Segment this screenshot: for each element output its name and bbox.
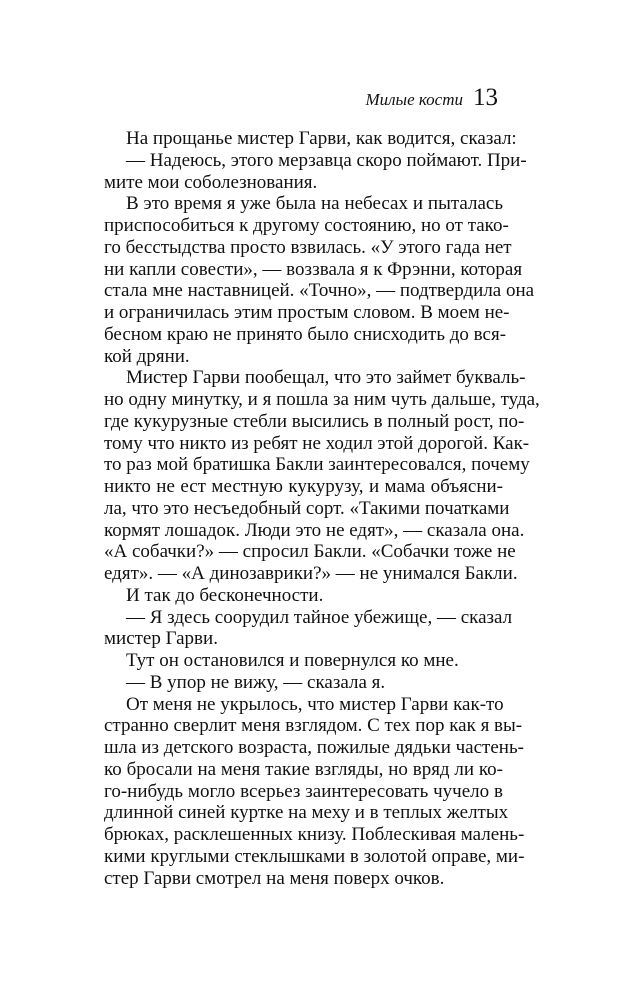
text-line: кой дряни.	[104, 345, 190, 367]
text-line: ко бросали на меня такие взгляды, но вряд ли ко-	[104, 758, 503, 780]
text-line: стер Гарви смотрел на меня поверх очков.	[104, 867, 445, 889]
text-line: ла, что это несъедобный сорт. «Такими початками	[104, 497, 510, 519]
page-number: 13	[473, 84, 498, 111]
text-line: го-нибудь могло всерьез заинтересовать чучело в	[104, 780, 503, 802]
text-line: тому что никто из ребят не ходил этой дорогой. Как-	[104, 432, 530, 454]
running-head	[365, 84, 498, 112]
text-line: мите мои соболезнования.	[104, 171, 318, 193]
text-line: кими круглыми стеклышками в золотой оправе, ми-	[104, 845, 525, 867]
text-line: то раз мой братишка Бакли заинтересовался, почему	[104, 454, 530, 476]
text-line: Мистер Гарви пообещал, что это займет букваль-	[126, 367, 526, 389]
text-line: И так до бесконечности.	[126, 584, 324, 606]
text-line: никто не ест местную кукурузу, и мама объясни-	[104, 476, 503, 497]
text-line: стала мне наставницей. «Точно», — подтвердила она	[104, 280, 535, 302]
text-line: — Надеюсь, этого мерзавца скоро поймают. При-	[126, 149, 527, 171]
text-line: Тут он остановился и повернулся ко мне.	[126, 650, 459, 671]
text-line: ни капли совести», — воззвала я к Фрэнни, которая	[104, 258, 523, 280]
text-line: где кукурузные стебли высились в полный рост, по-	[104, 410, 525, 432]
text-line: длинной синей куртке на меху и в теплых желтых	[104, 802, 509, 824]
text-line: бесном краю не принято было снисходить до вся-	[104, 323, 507, 345]
text-line: странно сверлит меня взглядом. С тех пор как я вы-	[104, 715, 523, 737]
text-line: — В упор не вижу, — сказала я.	[126, 671, 386, 693]
text-line: «А собачки?» — спросил Бакли. «Собачки тоже не	[104, 541, 516, 563]
text-line: На прощанье мистер Гарви, как водится, сказал:	[126, 128, 517, 149]
text-line: едят». — «А динозаврики?» — не унимался Бакли.	[104, 563, 518, 584]
body-text	[104, 128, 540, 889]
text-line: шла из детского возраста, пожилые дядьки частень-	[104, 737, 524, 758]
text-line: мистер Гарви.	[104, 628, 218, 650]
text-line: но одну минутку, и я пошла за ним чуть дальше, туда,	[104, 389, 540, 410]
text-line: кормят лошадок. Люди это не едят», — сказала она.	[104, 519, 525, 541]
text-line: го бесстыдства просто взвилась. «У этого гада нет	[104, 236, 512, 258]
text-line: От меня не укрылось, что мистер Гарви как-то	[126, 693, 504, 715]
text-line: приспособиться к другому состоянию, но от тако-	[104, 215, 509, 236]
text-line: В это время я уже была на небесах и пыталась	[126, 193, 503, 215]
text-line: — Я здесь соорудил тайное убежище, — сказал	[126, 606, 513, 628]
text-line: брюках, расклешенных книзу. Поблескивая малень-	[104, 824, 525, 845]
running-title: Милые кости	[365, 90, 463, 109]
text-line: и ограничилась этим простым словом. В моем не-	[104, 302, 510, 323]
